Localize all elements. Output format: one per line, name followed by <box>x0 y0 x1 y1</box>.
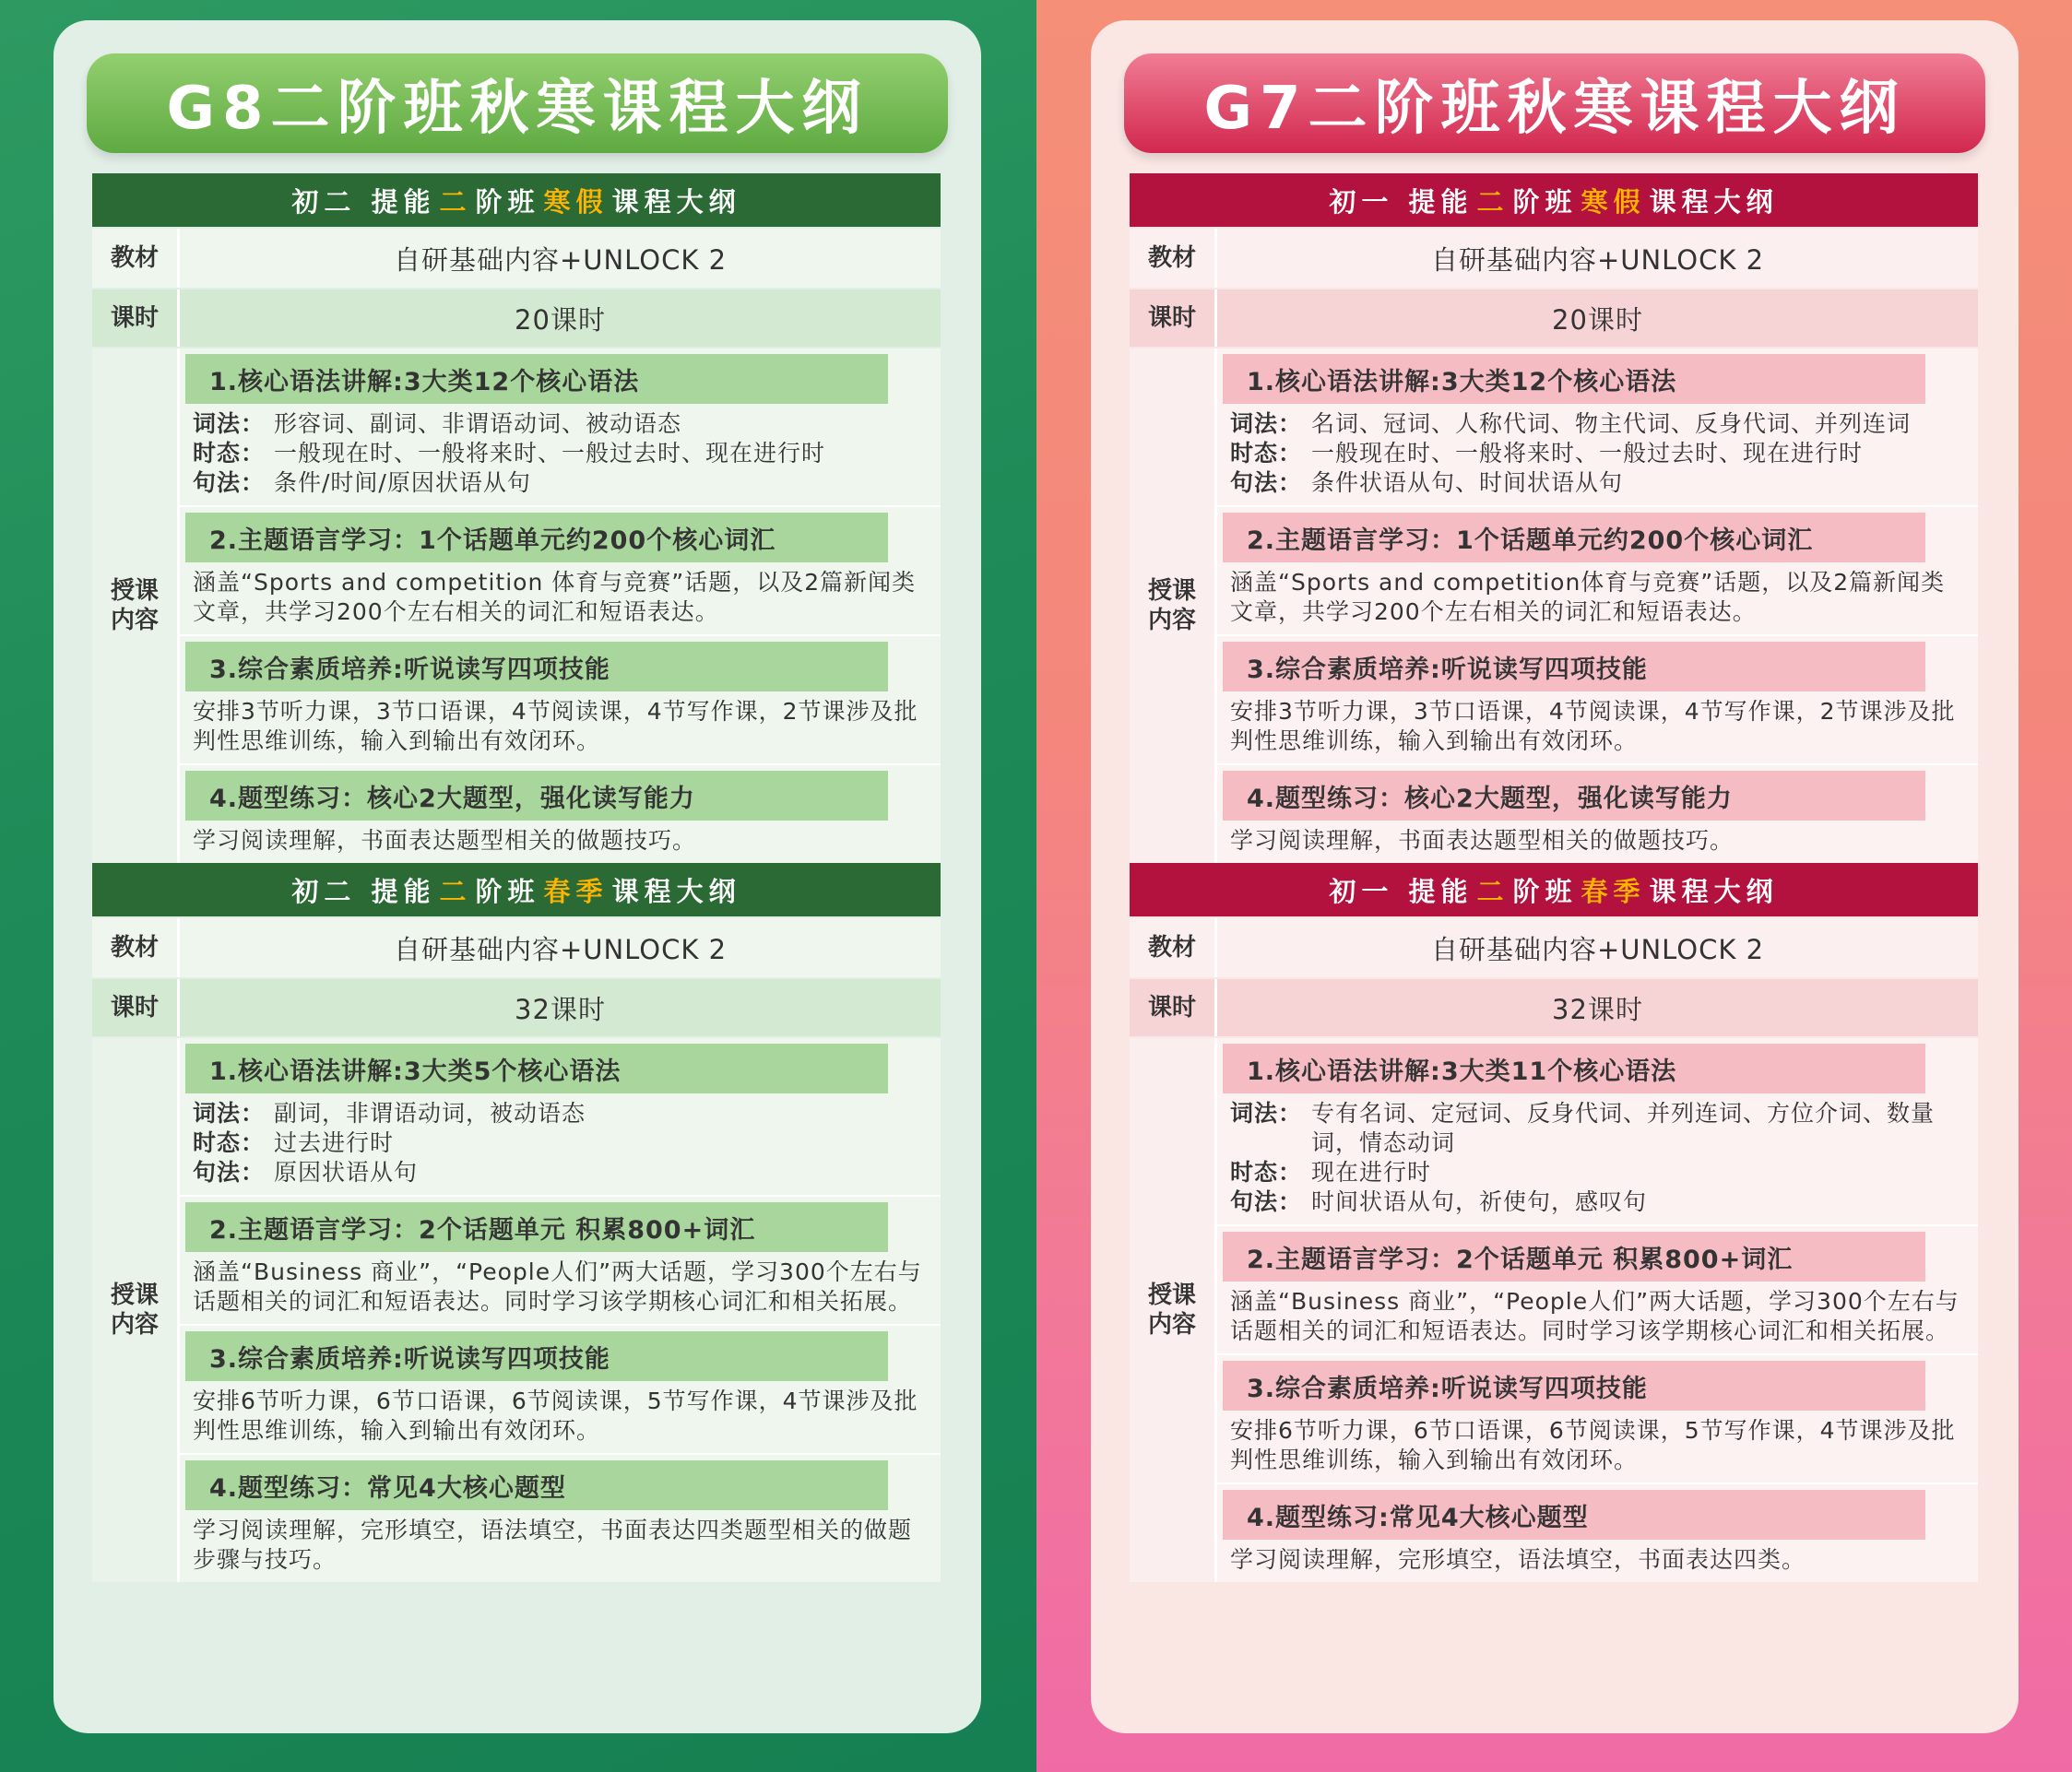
grammar-value: 现在进行时 <box>1311 1159 1432 1186</box>
item-title: 3.综合素质培养:听说读写四项技能 <box>185 1331 888 1381</box>
section-header-part: 阶班 <box>1512 875 1578 907</box>
grammar-line <box>193 468 928 498</box>
material-row <box>1130 918 1978 977</box>
content-item <box>180 1455 941 1582</box>
grammar-line <box>193 1099 928 1128</box>
section-header-part: 课程大纲 <box>1649 875 1779 907</box>
grammar-key: 句法： <box>1230 1188 1303 1215</box>
section-header-part: 初一 提能 <box>1329 185 1474 218</box>
item-title: 2.主题语言学习：2个话题单元 积累800+词汇 <box>1223 1232 1925 1282</box>
hours-label: 课时 <box>92 979 177 1036</box>
item-title: 2.主题语言学习：1个话题单元约200个核心词汇 <box>185 513 888 562</box>
grammar-value: 专有名词、定冠词、反身代词、并列连词、方位介词、数量词，情态动词 <box>1311 1100 1936 1156</box>
section-header <box>92 863 941 916</box>
syllabus-section <box>1130 173 1978 863</box>
item-title: 1.核心语法讲解:3大类5个核心语法 <box>185 1044 888 1093</box>
grammar-key: 词法： <box>193 1100 266 1127</box>
grammar-value: 条件/时间/原因状语从句 <box>274 469 531 496</box>
content-item <box>1217 507 1978 636</box>
content-item <box>1217 1038 1978 1226</box>
section-header <box>92 173 941 227</box>
description-text: 安排3节听力课，3节口语课，4节阅读课，4节写作课，2节课涉及批判性思维训练，输入到输出有效闭环。 <box>193 698 918 754</box>
grammar-value: 原因状语从句 <box>274 1159 419 1186</box>
material-row <box>1130 229 1978 288</box>
material-value: 自研基础内容+UNLOCK 2 <box>1214 918 1978 977</box>
material-value: 自研基础内容+UNLOCK 2 <box>177 918 941 977</box>
content-item <box>1217 636 1978 765</box>
content-items <box>177 1038 941 1582</box>
grammar-key: 句法： <box>193 1159 266 1186</box>
item-description <box>180 562 941 627</box>
item-description <box>1217 821 1978 856</box>
section-header-part: 春季 <box>1581 875 1646 907</box>
section-header-part: 阶班 <box>475 185 540 218</box>
content-row <box>92 348 941 863</box>
item-title: 3.综合素质培养:听说读写四项技能 <box>1223 1361 1925 1411</box>
syllabus-section <box>92 863 941 1582</box>
grammar-key: 词法： <box>1230 410 1303 437</box>
hours-row <box>1130 289 1978 347</box>
description-text: 学习阅读理解，完形填空，语法填空，书面表达四类题型相关的做题步骤与技巧。 <box>193 1517 913 1573</box>
item-description <box>1217 1282 1978 1346</box>
content-item <box>1217 348 1978 507</box>
section-header <box>1130 863 1978 916</box>
grammar-value: 一般现在时、一般将来时、一般过去时、现在进行时 <box>274 440 826 467</box>
item-title: 1.核心语法讲解:3大类12个核心语法 <box>185 354 888 404</box>
content-label <box>92 1038 177 1582</box>
content-item <box>180 507 941 636</box>
description-text: 涵盖“Sports and competition 体育与竞赛”话题，以及2篇新闻类文章，共学习200个左右相关的词汇和短语表达。 <box>193 569 917 625</box>
material-label: 教材 <box>1130 918 1214 977</box>
grammar-key: 时态： <box>1230 440 1303 467</box>
item-title: 2.主题语言学习：2个话题单元 积累800+词汇 <box>185 1202 888 1252</box>
item-description <box>1217 1093 1978 1217</box>
content-items <box>177 348 941 863</box>
item-description <box>180 821 941 856</box>
material-label: 教材 <box>92 918 177 977</box>
hours-value: 32课时 <box>1214 979 1978 1036</box>
hours-value: 20课时 <box>1214 289 1978 347</box>
grammar-key: 时态： <box>193 440 266 467</box>
hours-value: 32课时 <box>177 979 941 1036</box>
grammar-key: 句法： <box>1230 469 1303 496</box>
section-header <box>1130 173 1978 227</box>
material-value: 自研基础内容+UNLOCK 2 <box>177 229 941 288</box>
card-title: G7二阶班秋寒课程大纲 <box>1124 53 1985 153</box>
item-title: 3.综合素质培养:听说读写四项技能 <box>185 642 888 691</box>
section-header-part: 阶班 <box>1512 185 1578 218</box>
grammar-line <box>1230 468 1965 498</box>
material-value: 自研基础内容+UNLOCK 2 <box>1214 229 1978 288</box>
hours-row <box>92 289 941 347</box>
description-text: 学习阅读理解，书面表达题型相关的做题技巧。 <box>193 827 697 854</box>
hours-value: 20课时 <box>177 289 941 347</box>
grammar-value: 一般现在时、一般将来时、一般过去时、现在进行时 <box>1311 440 1864 467</box>
description-text: 涵盖“Business 商业”，“People人们”两大话题，学习300个左右与话题相关的词汇和短语表达。同时学习该学期核心词汇和相关拓展。 <box>1230 1288 1960 1344</box>
card-title: G8二阶班秋寒课程大纲 <box>87 53 948 153</box>
content-label-text: 授课内容 <box>1147 1282 1196 1339</box>
hours-row <box>1130 979 1978 1036</box>
grammar-value: 时间状语从句，祈使句，感叹句 <box>1311 1188 1648 1215</box>
section-header-part: 初二 提能 <box>291 185 436 218</box>
item-description <box>180 1252 941 1317</box>
content-item <box>180 1326 941 1455</box>
content-item <box>1217 1226 1978 1355</box>
content-item <box>1217 765 1978 863</box>
item-description <box>180 691 941 756</box>
item-description <box>1217 562 1978 627</box>
item-title: 4.题型练习：常见4大核心题型 <box>185 1460 888 1510</box>
content-label-text: 授课内容 <box>1147 577 1196 634</box>
grammar-value: 形容词、副词、非谓语动词、被动语态 <box>274 410 682 437</box>
content-item <box>180 1038 941 1197</box>
grammar-key: 句法： <box>193 469 266 496</box>
material-row <box>92 229 941 288</box>
content-label-text: 授课内容 <box>110 1282 159 1339</box>
section-header-part: 二 <box>439 185 472 218</box>
item-title: 3.综合素质培养:听说读写四项技能 <box>1223 642 1925 691</box>
grammar-line <box>193 439 928 468</box>
description-text: 安排3节听力课，3节口语课，4节阅读课，4节写作课，2节课涉及批判性思维训练，输入到输出有效闭环。 <box>1230 698 1956 754</box>
grammar-key: 时态： <box>1230 1159 1303 1186</box>
g8-syllabus-card <box>53 20 981 1733</box>
content-item <box>180 348 941 507</box>
content-label <box>1130 1038 1214 1582</box>
item-description <box>1217 1411 1978 1475</box>
content-label-text: 授课内容 <box>110 577 159 634</box>
grammar-key: 词法： <box>193 410 266 437</box>
grammar-value: 过去进行时 <box>274 1129 395 1156</box>
content-row <box>1130 1038 1978 1582</box>
material-row <box>92 918 941 977</box>
hours-label: 课时 <box>1130 979 1214 1036</box>
content-row <box>1130 348 1978 863</box>
g7-syllabus-card <box>1091 20 2019 1733</box>
item-title: 1.核心语法讲解:3大类11个核心语法 <box>1223 1044 1925 1093</box>
content-item <box>180 1197 941 1326</box>
content-items <box>1214 348 1978 863</box>
grammar-line <box>193 1158 928 1187</box>
item-description <box>1217 404 1978 498</box>
content-item <box>180 765 941 863</box>
material-label: 教材 <box>1130 229 1214 288</box>
grammar-line <box>1230 1158 1965 1187</box>
syllabus-section <box>1130 863 1978 1582</box>
grammar-line <box>1230 439 1965 468</box>
item-description <box>180 1093 941 1187</box>
description-text: 学习阅读理解，书面表达题型相关的做题技巧。 <box>1230 827 1735 854</box>
item-title: 4.题型练习：核心2大题型，强化读写能力 <box>1223 771 1925 821</box>
item-title: 4.题型练习:常见4大核心题型 <box>1223 1490 1925 1540</box>
section-header-part: 阶班 <box>475 875 540 907</box>
hours-label: 课时 <box>1130 289 1214 347</box>
grammar-value: 副词，非谓语动词，被动语态 <box>274 1100 586 1127</box>
grammar-value: 条件状语从句、时间状语从句 <box>1311 469 1624 496</box>
grammar-value: 名词、冠词、人称代词、物主代词、反身代词、并列连词 <box>1311 410 1912 437</box>
description-text: 学习阅读理解，完形填空，语法填空，书面表达四类。 <box>1230 1546 1806 1573</box>
section-header-part: 寒假 <box>543 185 609 218</box>
section-header-part: 初一 提能 <box>1329 875 1474 907</box>
item-description <box>180 1510 941 1575</box>
section-header-part: 寒假 <box>1581 185 1646 218</box>
syllabus-section <box>92 173 941 863</box>
content-label <box>1130 348 1214 863</box>
item-description <box>1217 691 1978 756</box>
section-header-part: 二 <box>1476 875 1510 907</box>
section-header-part: 二 <box>439 875 472 907</box>
content-items <box>1214 1038 1978 1582</box>
content-row <box>92 1038 941 1582</box>
description-text: 安排6节听力课，6节口语课，6节阅读课，5节写作课，4节课涉及批判性思维训练，输入到输出有效闭环。 <box>1230 1417 1956 1473</box>
content-label <box>92 348 177 863</box>
hours-row <box>92 979 941 1036</box>
grammar-key: 词法： <box>1230 1100 1303 1127</box>
hours-label: 课时 <box>92 289 177 347</box>
card-content <box>92 173 941 1582</box>
item-title: 4.题型练习：核心2大题型，强化读写能力 <box>185 771 888 821</box>
grammar-line <box>193 409 928 439</box>
item-description <box>180 404 941 498</box>
section-header-part: 春季 <box>543 875 609 907</box>
section-header-part: 二 <box>1476 185 1510 218</box>
grammar-line <box>193 1128 928 1158</box>
description-text: 涵盖“Business 商业”，“People人们”两大话题，学习300个左右与话题相关的词汇和短语表达。同时学习该学期核心词汇和相关拓展。 <box>193 1258 922 1315</box>
section-header-part: 课程大纲 <box>1649 185 1779 218</box>
section-header-part: 课程大纲 <box>611 875 741 907</box>
description-text: 安排6节听力课，6节口语课，6节阅读课，5节写作课，4节课涉及批判性思维训练，输入到输出有效闭环。 <box>193 1388 918 1444</box>
item-title: 2.主题语言学习：1个话题单元约200个核心词汇 <box>1223 513 1925 562</box>
description-text: 涵盖“Sports and competition体育与竞赛”话题，以及2篇新闻类文章，共学习200个左右相关的词汇和短语表达。 <box>1230 569 1946 625</box>
grammar-line <box>1230 1099 1965 1158</box>
item-description <box>180 1381 941 1446</box>
content-item <box>1217 1355 1978 1484</box>
section-header-part: 初二 提能 <box>291 875 436 907</box>
grammar-line <box>1230 409 1965 439</box>
card-content <box>1130 173 1978 1582</box>
section-header-part: 课程大纲 <box>611 185 741 218</box>
content-item <box>1217 1484 1978 1582</box>
item-title: 1.核心语法讲解:3大类12个核心语法 <box>1223 354 1925 404</box>
grammar-line <box>1230 1187 1965 1217</box>
item-description <box>1217 1540 1978 1575</box>
content-item <box>180 636 941 765</box>
grammar-key: 时态： <box>193 1129 266 1156</box>
material-label: 教材 <box>92 229 177 288</box>
